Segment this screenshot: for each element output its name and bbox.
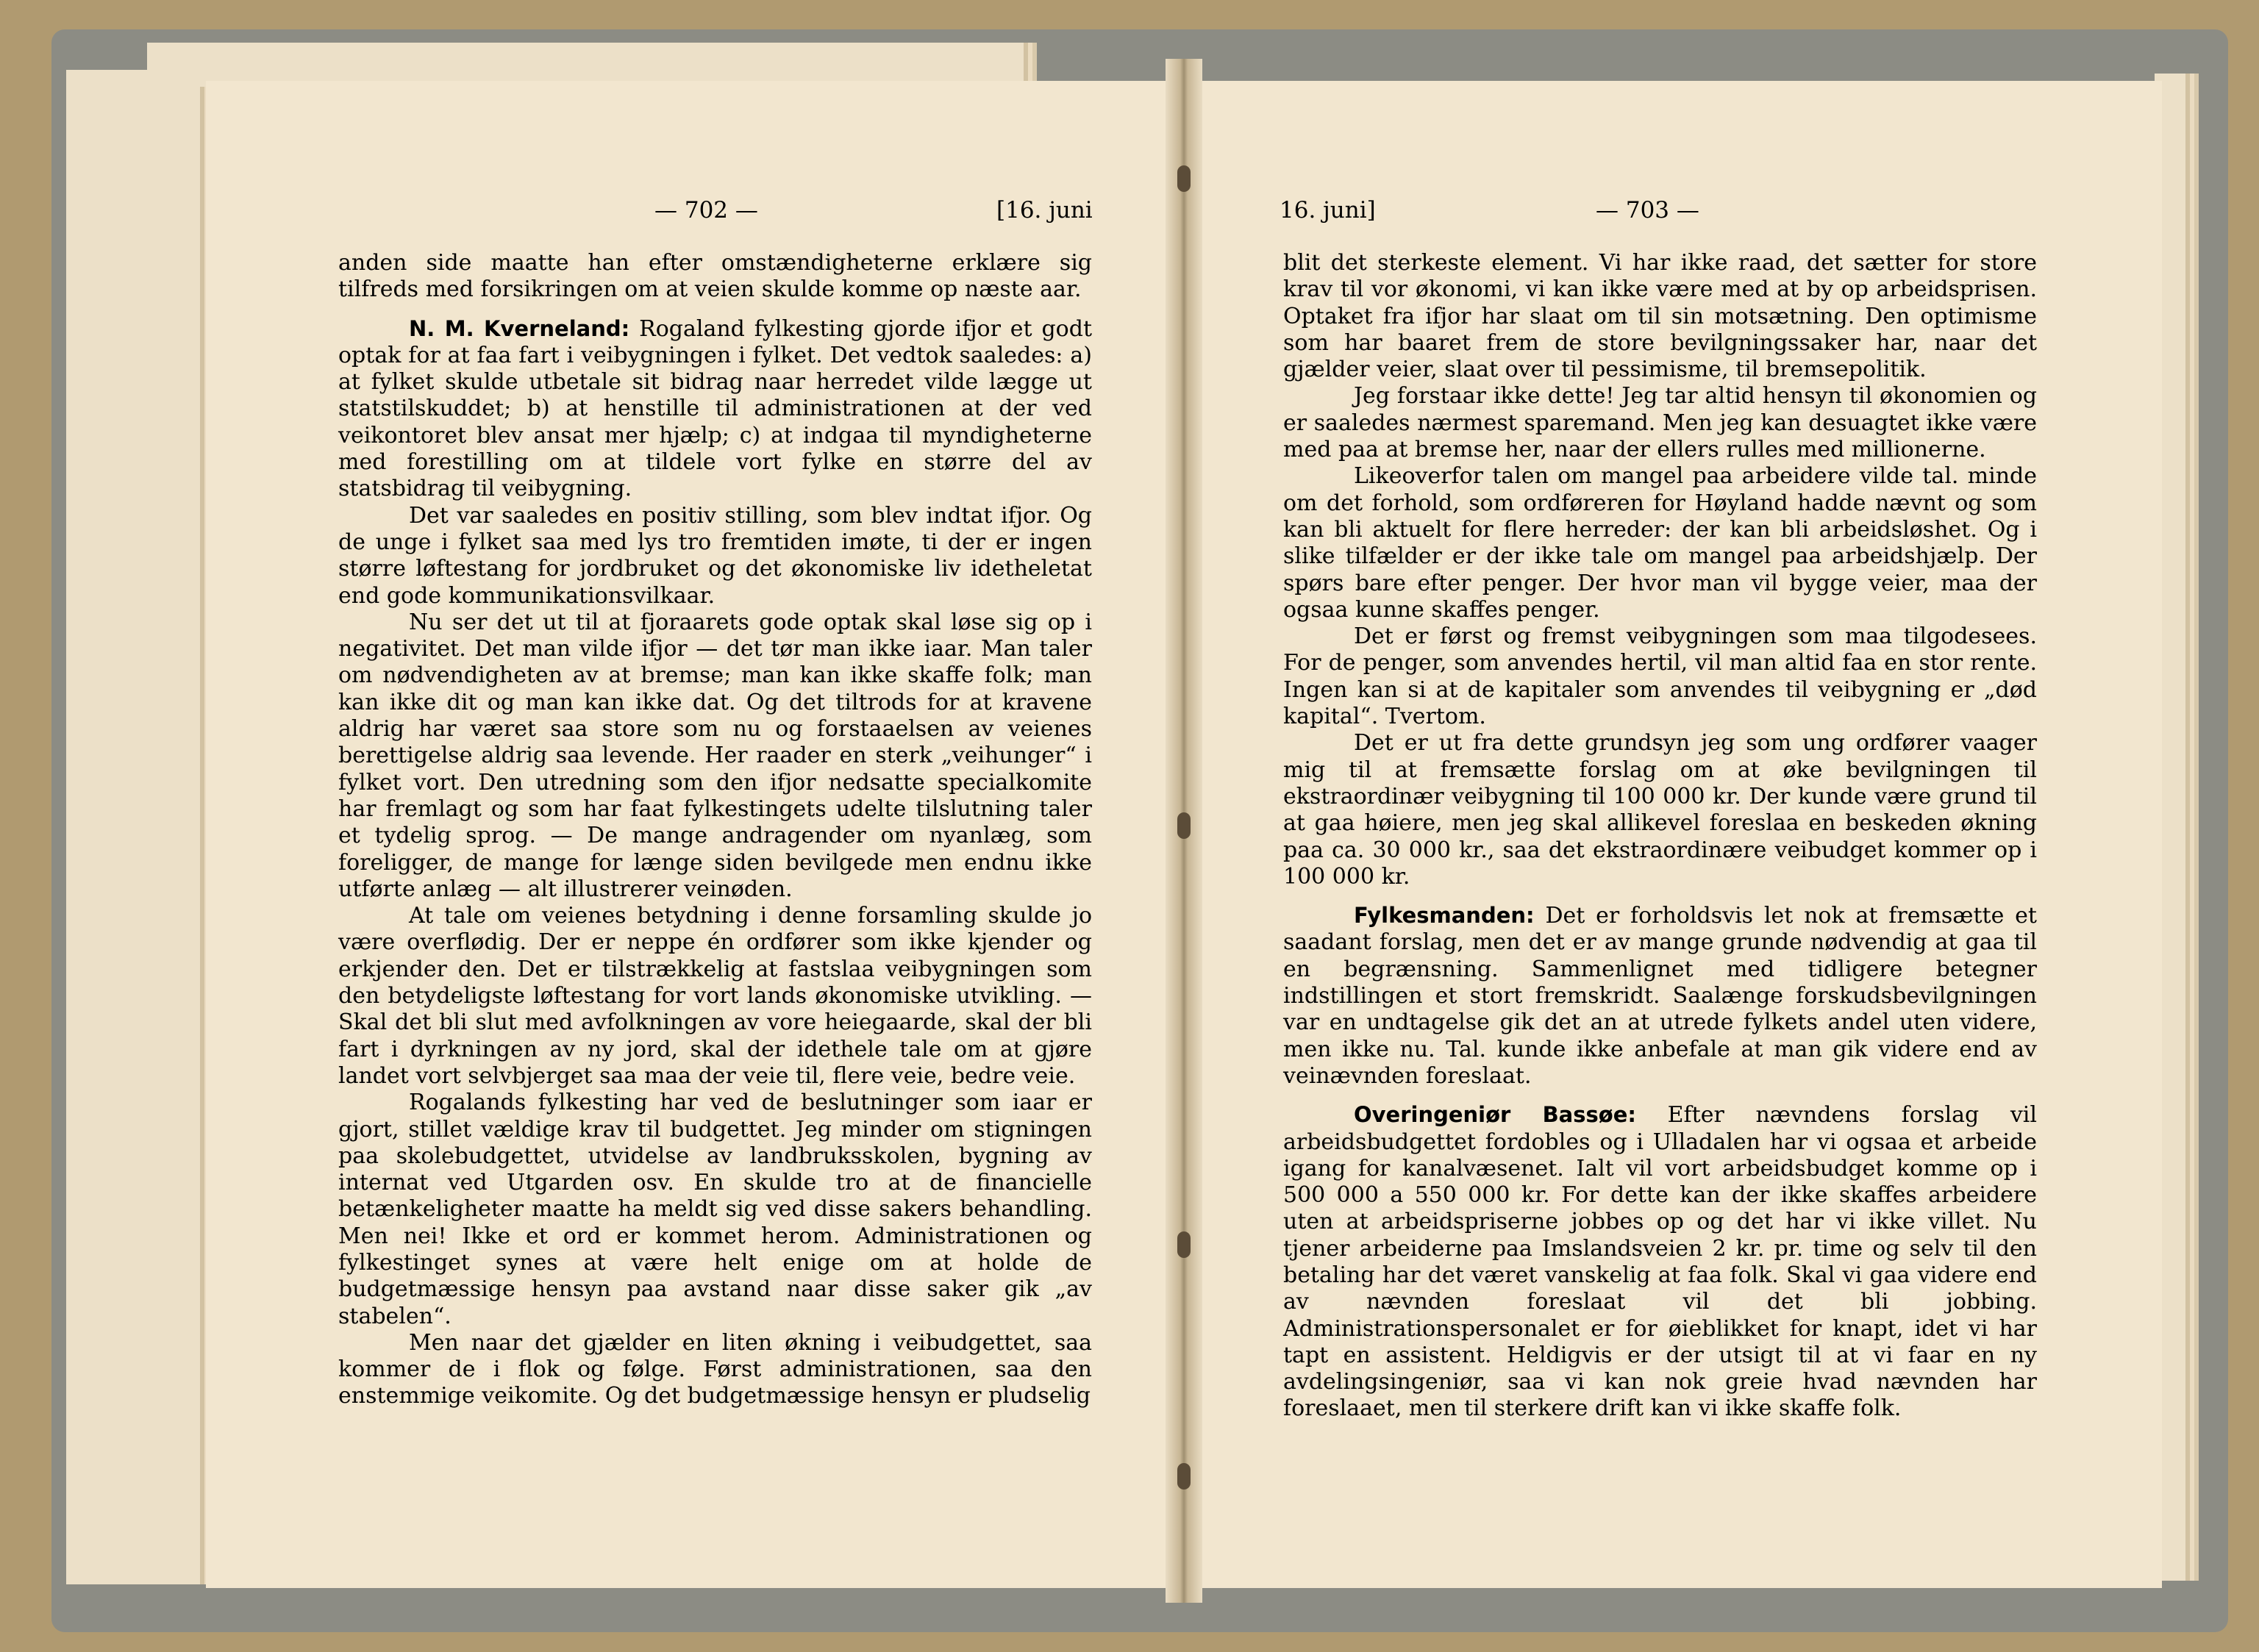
- paragraph-text: Nu ser det ut til at fjoraarets gode optak skal løse sig op i negativitet. Det man vilde ifjor — det tør man ikke iaar. Man taler om nødvendigheten av at bremse; man kan ikke skaffe folk; man kan ikke dit og man kan ikke dat. Og det tiltrods for at kravene aldrig har været saa store som nu og forstaaelsen av veienes berettigelse aldrig saa levende. Her raader en sterk „veihunger“ i fylket vort. Den utredning som den ifjor nedsatte specialkomite har fremlagt og som har faat fylkestingets udelte tilslutning taler et tydelig sprog. — De mange andragender om nyanlæg, som foreligger, de mange for længe siden bevilgede men endnu ikke utførte anlæg — alt illustrerer veinøden.: [338, 609, 1092, 902]
- paragraph: [1283, 250, 2037, 383]
- left-page-date: [16. juni: [996, 197, 1093, 224]
- paragraph: [338, 609, 1092, 903]
- paragraph-text: Jeg forstaar ikke dette! Jeg tar altid hensyn til økonomien og er saaledes nærmest sparemand. Men jeg kan desuagtet ikke være med paa at bremse her, naar der ellers rulles med millionerne.: [1283, 383, 2037, 463]
- paragraph: [1283, 623, 2037, 730]
- right-page-body: [1283, 250, 2037, 1423]
- binding-thread: [1177, 1463, 1191, 1490]
- binding-thread: [1177, 165, 1191, 192]
- paragraph: [338, 503, 1092, 609]
- paragraph: [1283, 463, 2037, 623]
- binding-thread: [1177, 1231, 1191, 1258]
- speaker-name: Overingeniør Bassøe:: [1354, 1102, 1636, 1128]
- speaker-name: Fylkesmanden:: [1354, 903, 1535, 929]
- paragraph-text: Men naar det gjælder en liten økning i veibudgettet, saa kommer de i flok og følge. Først administrationen, saa den enstemmige veikomite. Og det budgetmæssige hensyn er pludselig: [338, 1329, 1092, 1409]
- paragraph-text: Rogalands fylkesting har ved de beslutninger som iaar er gjort, stillet vældige krav til budgettet. Jeg minder om stigningen paa skolebudgettet, utvidelse av landbruksskolen, bygning av internat ved Utgarden osv. En skulde tro at de financielle betænkeligheter maatte ha meldt sig ved disse sakers behandling. Men nei! Ikke et ord er kommet herom. Administrationen og fylkestinget synes at være helt enige om at holde de budgetmæssige hensyn paa avstand naar disse saker gik „av stabelen“.: [338, 1090, 1092, 1329]
- paragraph: [338, 1330, 1092, 1410]
- right-page-date: 16. juni]: [1280, 197, 1376, 224]
- paragraph-text: Efter nævndens forslag vil arbeidsbudgettet fordobles og i Ulladalen har vi ogsaa et arbeide igang for kanalvæsenet. Ialt vil vort arbeidsbudget komme op i 500 000 a 550 000 kr. For dette kan der ikke skaffes arbeidere uten at arbeidspriserne jobbes op og det har vi ikke villet. Nu tjener arbeiderne paa Imslandsveien 2 kr. pr. time og selv til den betaling har det været vanskelig at faa folk. Skal vi gaa videre end av nævnden foreslaat vil det bli jobbing. Administrationspersonalet er for øieblikket for knapt, idet vi har tapt en assistent. Heldigvis er der utsigt til at vi faar en ny avdelingsingeniør, saa vi kan nok greie hvad nævnden har foreslaaet, men til sterkere drift kan vi ikke skaffe folk.: [1283, 1102, 2037, 1422]
- paragraph-text: Det var saaledes en positiv stilling, som blev indtat ifjor. Og de unge i fylket saa med lys tro fremtiden imøte, ti der er ingen større løftestang for jordbruket og det økonomiske liv idetheletat end gode kommunikationsvilkaar.: [338, 502, 1092, 609]
- paragraph-text: At tale om veienes betydning i denne forsamling skulde jo være overflødig. Der er neppe én ordfører som ikke kjender og erkjender den. Det er tilstrækkelig at fastslaa veibygningen som den betydeligste løftestang for vort lands økonomiske utvikling. — Skal det bli slut med avfolkningen av vore heiegaarde, skal der bli fart i dyrkningen av ny jord, skal der idethele tale om at gjøre landet vort selvbjerget saa maa der veie til, flere veie, bedre veie.: [338, 903, 1092, 1089]
- paragraph-text: Likeoverfor talen om mangel paa arbeidere vilde tal. minde om det forhold, som ordføreren for Høyland hadde nævnt og som kan bli aktuelt for flere herreder: der kan bli arbeidsløshet. Og i slike tilfælder er der ikke tale om mangel paa arbeidshjælp. Der spørs bare efter penger. Der hvor man vil bygge veier, maa der ogsaa kunne skaffes penger.: [1283, 463, 2037, 623]
- paragraph: [338, 250, 1092, 304]
- binding-thread: [1177, 812, 1191, 839]
- left-page-body: [338, 250, 1092, 1410]
- paragraph-text: blit det sterkeste element. Vi har ikke raad, det sætter for store krav til vor økonomi, vi kan ikke være med at by op arbeidsprisen. Optaket fra ifjor har slaat om til sin motsætning. Den optimisme som har baaret frem de store bevilgningssaker har, naar det gjælder veier, slaat over til pessimisme, til bremsepolitik.: [1283, 250, 2037, 383]
- paragraph: [338, 1090, 1092, 1330]
- paragraph: [338, 903, 1092, 1090]
- paragraph-text: anden side maatte han efter omstændigheterne erklære sig tilfreds med forsikringen om at veien skulde komme op næste aar.: [338, 250, 1092, 303]
- paragraph: [1283, 383, 2037, 463]
- right-page-number: — 703 —: [1596, 197, 1699, 224]
- paragraph: [338, 315, 1092, 503]
- left-page-number: — 702 —: [654, 197, 758, 224]
- paragraph: [1283, 902, 2037, 1090]
- left-page-edges: [66, 70, 213, 1584]
- paragraph-text: Det er forholdsvis let nok at fremsætte et saadant forslag, men det er av mange grunde nødvendig at gaa til en begrænsning. Sammenlignet med tidligere betegner indstillingen et stort fremskridt. Saalænge forskudsbevilgningen var en undtagelse gik det an at utrede fylkets andel uten videre, men ikke nu. Tal. kunde ikke anbefale at man gik videre end av veinævnden foreslaat.: [1283, 903, 2037, 1089]
- paragraph-text: Det er ut fra dette grundsyn jeg som ung ordfører vaager mig til at fremsætte forslag om at øke bevilgningen til ekstraordinær veibygning til 100 000 kr. Der kunde være grund til at gaa høiere, men jeg skal allikevel foreslaa en beskeden økning paa ca. 30 000 kr., saa det ekstraordinære veibudget kommer op i 100 000 kr.: [1283, 730, 2037, 890]
- paragraph: [1283, 1101, 2037, 1423]
- paragraph: [1283, 730, 2037, 890]
- speaker-name: N. M. Kverneland:: [409, 315, 630, 341]
- top-page-edges: [147, 43, 1037, 87]
- paragraph-text: Rogaland fylkesting gjorde ifjor et godt optak for at faa fart i veibygningen i fylket. Det vedtok saaledes: a) at fylket skulde utbetale sit bidrag naar herredet vilde lægge ut statstilskuddet; b) at henstille til administrationen at der ved veikontoret blev ansat mer hjælp; c) at indgaa til myndigheterne med forestilling om at tildele vort fylke en større del av statsbidrag til veibygning.: [338, 315, 1092, 502]
- paragraph-text: Det er først og fremst veibygningen som maa tilgodesees. For de penger, som anvendes hertil, vil man altid faa en stor rente. Ingen kan si at de kapitaler som anvendes til veibygning er „død kapital“. Tvertom.: [1283, 623, 2037, 730]
